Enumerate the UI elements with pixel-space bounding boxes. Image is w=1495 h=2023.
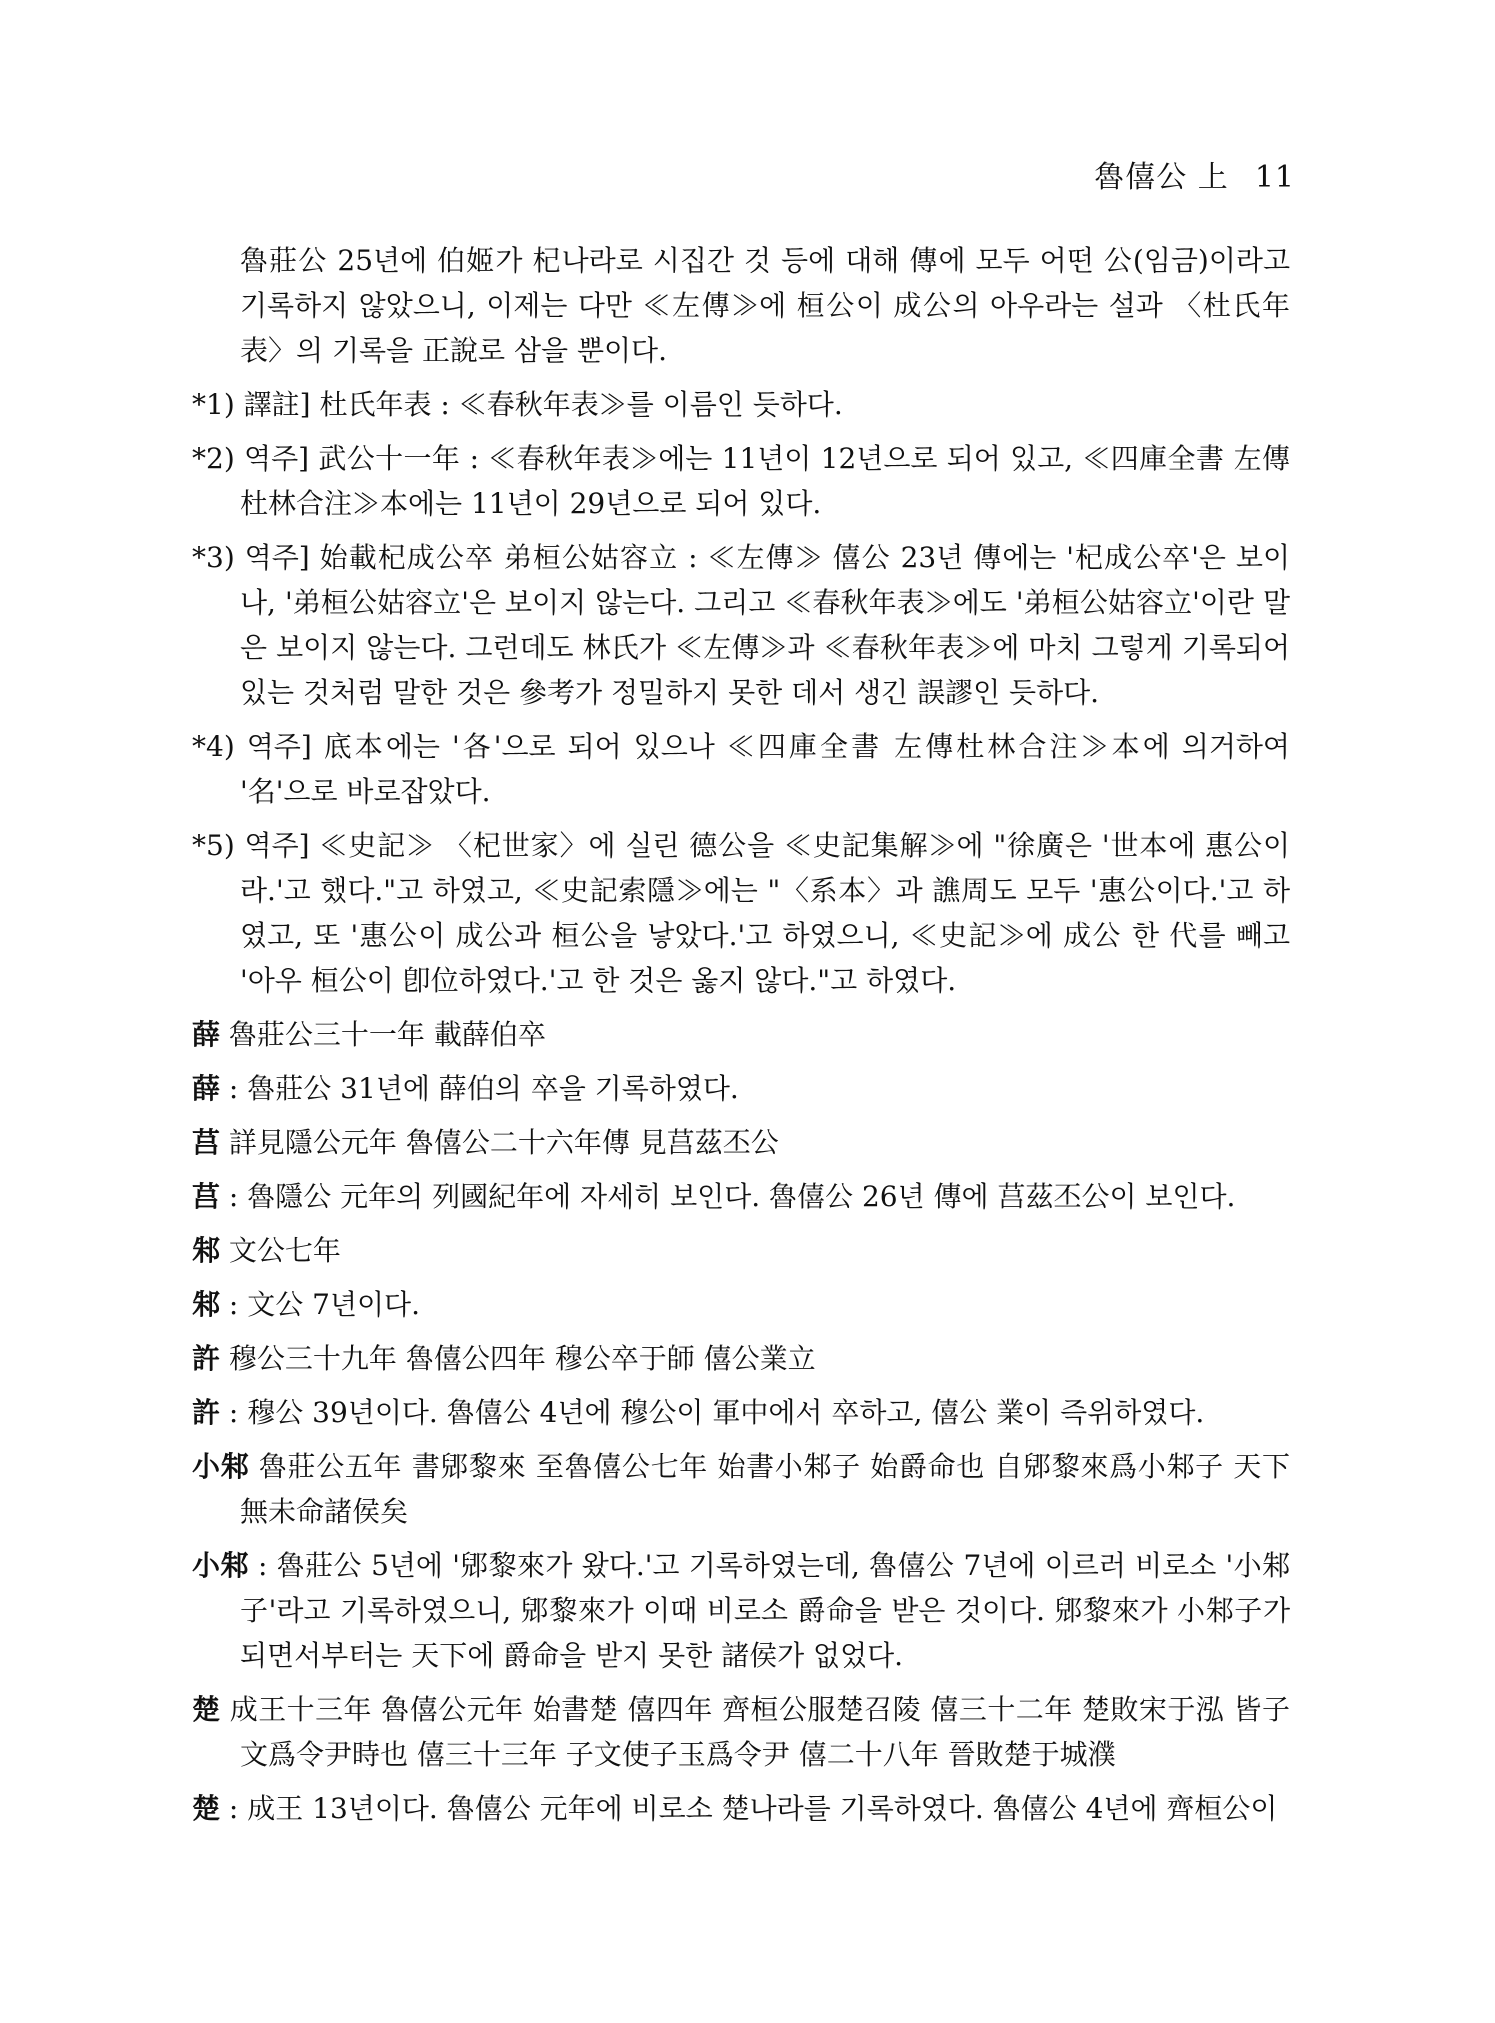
running-title: 魯僖公 上 [1094,160,1229,195]
page-body [192,238,1290,1840]
entry-head: 莒 [192,1180,221,1213]
entry-text: : 魯隱公 元年의 列國紀年에 자세히 보인다. 魯僖公 26년 傳에 莒茲丕公이 보인다. [220,1180,1236,1213]
entry-head: 楚 [192,1693,221,1726]
entry-text: 詳見隱公元年 魯僖公二十六年傳 見莒茲丕公 [220,1126,779,1159]
entry-head: 莒 [192,1126,221,1159]
entry-zhu-original [192,1228,1290,1273]
entry-zhu-translation [192,1282,1290,1327]
entry-text: : 穆公 39년이다. 魯僖公 4년에 穆公이 軍中에서 卒하고, 僖公 業이 즉위하였다. [220,1396,1205,1429]
entry-xiaozhu-translation [192,1543,1290,1678]
entry-text: : 文公 7년이다. [220,1288,421,1321]
continued-paragraph: 魯莊公 25년에 伯姬가 杞나라로 시집간 것 등에 대해 傳에 모두 어떤 公(임금)이라고 기록하지 않았으니, 이제는 다만 ≪左傳≫에 桓公이 成公의 아우라는 설과 〈杜氏年表〉의 기록을 正說로 삼을 뿐이다. [240,244,1290,367]
entry-xue-translation [192,1066,1290,1111]
entry-text: 成王十三年 魯僖公元年 始書楚 僖四年 齊桓公服楚召陵 僖三十二年 楚敗宋于泓 皆子文爲令尹時也 僖三十三年 子文使子玉爲令尹 僖二十八年 晉敗楚于城濮 [220,1693,1290,1771]
footnote-2: *2) 역주] 武公十一年 : ≪春秋年表≫에는 11년이 12년으로 되어 있고, ≪四庫全書 左傳杜林合注≫本에는 11년이 29년으로 되어 있다. [192,442,1290,520]
entry-head: 許 [192,1396,221,1429]
footnote-3: *3) 역주] 始載杞成公卒 弟桓公姑容立 : ≪左傳≫ 僖公 23년 傳에는 '杞成公卒'은 보이나, '弟桓公姑容立'은 보이지 않는다. 그리고 ≪春秋年表≫에도 '弟桓公姑容立'이란 말은 보이지 않는다. 그런데도 林氏가 ≪左傳≫과 ≪春秋年表≫에 마치 그렇게 기록되어 있는 것처럼 말한 것은 參考가 정밀하지 못한 데서 생긴 誤謬인 듯하다. [192,541,1290,709]
entry-xue-original [192,1012,1290,1057]
footnote-4: *4) 역주] 底本에는 '各'으로 되어 있으나 ≪四庫全書 左傳杜林合注≫本에 의거하여 '名'으로 바로잡았다. [192,730,1290,808]
entry-chu-original [192,1687,1290,1777]
footnote-5: *5) 역주] ≪史記≫ 〈杞世家〉에 실린 德公을 ≪史記集解≫에 "徐廣은 '世本에 惠公이라.'고 했다."고 하였고, ≪史記索隱≫에는 "〈系本〉과 譙周도 모두 '惠公이다.'고 하였고, 또 '惠公이 成公과 桓公을 낳았다.'고 하였으니, ≪史記≫에 成公 한 代를 빼고 '아우 桓公이 卽位하였다.'고 한 것은 옳지 않다."고 하였다. [192,829,1290,997]
footnote-1: *1) 譯註] 杜氏年表 : ≪春秋年表≫를 이름인 듯하다. [192,388,843,421]
page-header [1094,152,1295,196]
entry-text: 穆公三十九年 魯僖公四年 穆公卒于師 僖公業立 [220,1342,816,1375]
entry-chu-translation [192,1786,1290,1831]
entry-text: : 成王 13년이다. 魯僖公 元年에 비로소 楚나라를 기록하였다. 魯僖公 4년에 齊桓公이 [220,1792,1278,1825]
entry-ju-translation [192,1174,1290,1219]
entry-xu-translation [192,1390,1290,1435]
entry-head: 小邾 [192,1549,249,1582]
entry-head: 薛 [192,1018,221,1051]
entry-xu-original [192,1336,1290,1381]
entry-head: 薛 [192,1072,221,1105]
page-number: 11 [1254,160,1295,195]
entry-xiaozhu-original [192,1444,1290,1534]
entry-head: 小邾 [192,1450,250,1483]
entry-head: 楚 [192,1792,221,1825]
entry-text: : 魯莊公 5년에 '郳黎來가 왔다.'고 기록하였는데, 魯僖公 7년에 이르러 비로소 '小邾子'라고 기록하였으니, 郳黎來가 이때 비로소 爵命을 받은 것이다. 郳黎來가 小邾子가 되면서부터는 天下에 爵命을 받지 못한 諸侯가 없었다. [240,1549,1290,1672]
entry-text: 文公七年 [220,1234,341,1267]
entry-head: 邾 [192,1234,221,1267]
entry-head: 邾 [192,1288,221,1321]
entry-text: 魯莊公三十一年 載薛伯卒 [220,1018,546,1051]
entry-ju-original [192,1120,1290,1165]
entry-head: 許 [192,1342,221,1375]
entry-text: : 魯莊公 31년에 薛伯의 卒을 기록하였다. [220,1072,739,1105]
entry-text: 魯莊公五年 書郳黎來 至魯僖公七年 始書小邾子 始爵命也 自郳黎來爲小邾子 天下無未命諸侯矣 [240,1450,1290,1528]
